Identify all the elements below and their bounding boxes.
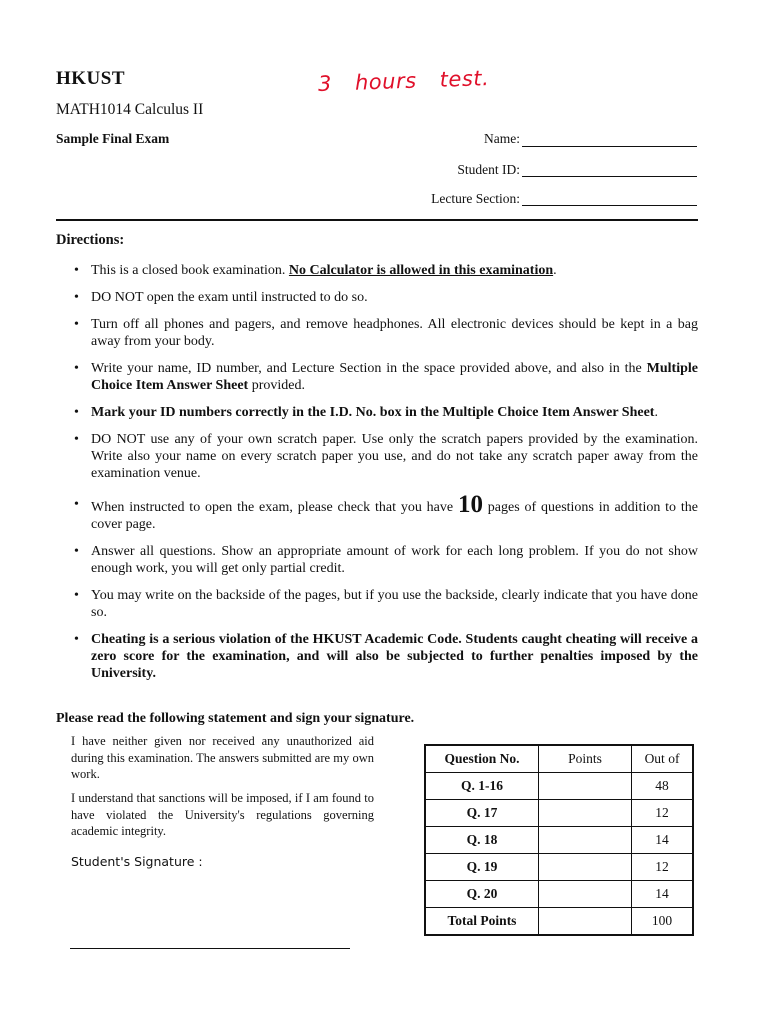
bullet-icon: •: [74, 317, 79, 332]
out-of-cell: 14: [632, 827, 694, 854]
points-cell[interactable]: [539, 881, 632, 908]
list-item: • Answer all questions. Show an appropriate amount of work for each long problem. If you do not show enough work, you will get only partial credit.: [74, 544, 698, 576]
bullet-icon: •: [74, 632, 79, 647]
lecture-section-label: Lecture Section:: [431, 191, 520, 206]
list-item: • Cheating is a serious violation of the HKUST Academic Code. Students caught cheating will receive a zero score for the examination, and will also be subjected to further penalties imposed by the University.: [74, 632, 698, 681]
table-row: [425, 881, 693, 908]
header-divider: [56, 219, 698, 221]
out-of-cell: 48: [632, 773, 694, 800]
student-id-line[interactable]: [522, 176, 697, 177]
lecture-section-line[interactable]: [522, 205, 697, 206]
out-of-cell: 12: [632, 854, 694, 881]
name-line[interactable]: [522, 146, 697, 147]
header-question: Question No.: [425, 745, 539, 773]
list-item: • DO NOT use any of your own scratch paper. Use only the scratch papers provided by the examination. Write also your name on every scratch paper you use, and do not take any scratch paper away from the examination venue.: [74, 432, 698, 481]
bullet-icon: •: [74, 544, 79, 559]
out-of-cell: 14: [632, 881, 694, 908]
question-cell: Q. 18: [425, 827, 539, 854]
bullet-icon: •: [74, 361, 79, 376]
no-calculator-notice: No Calculator is allowed in this examination: [288, 263, 554, 278]
table-row: [425, 773, 693, 800]
points-cell[interactable]: [539, 800, 632, 827]
name-label: Name:: [484, 131, 520, 146]
question-cell: Q. 20: [425, 881, 539, 908]
header-out-of: Out of: [632, 745, 694, 773]
bullet-icon: •: [74, 497, 79, 512]
table-row: [425, 827, 693, 854]
question-cell: Q. 19: [425, 854, 539, 881]
statement-heading: Please read the following statement and sign your signature.: [56, 711, 415, 726]
table-row-total: [425, 908, 693, 936]
bullet-icon: •: [74, 290, 79, 305]
out-of-cell: 12: [632, 800, 694, 827]
university-name: HKUST: [56, 68, 126, 89]
exam-title: Sample Final Exam: [56, 131, 170, 146]
question-cell: Total Points: [425, 908, 539, 936]
list-item: • Write your name, ID number, and Lecture Section in the space provided above, and also in the Multiple Choice Item Answer Sheet provided.: [74, 361, 698, 393]
list-item: • When instructed to open the exam, please check that you have 10 pages of questions in addition to the cover page.: [74, 491, 699, 532]
points-cell[interactable]: [539, 854, 632, 881]
sanctions-statement: I understand that sanctions will be imposed, if I am found to have violated the University's regulations governing academic integrity.: [71, 791, 374, 838]
bullet-icon: •: [74, 432, 79, 447]
bullet-icon: •: [74, 588, 79, 603]
directions-heading: Directions:: [56, 232, 125, 248]
question-cell: Q. 1-16: [425, 773, 539, 800]
list-item: • DO NOT open the exam until instructed to do so.: [74, 290, 368, 305]
score-table: [424, 744, 694, 936]
signature-line[interactable]: [70, 948, 350, 949]
directions-list: [74, 262, 698, 682]
points-cell[interactable]: [539, 827, 632, 854]
table-row: [425, 854, 693, 881]
points-cell[interactable]: [539, 908, 632, 936]
table-header-row: [425, 745, 693, 773]
page-count: 10: [457, 491, 483, 518]
question-cell: Q. 17: [425, 800, 539, 827]
list-item: • Turn off all phones and pagers, and remove headphones. All electronic devices should be kept in a bag away from your body.: [74, 317, 698, 349]
list-item: • You may write on the backside of the pages, but if you use the backside, clearly indicate that you have done so.: [74, 588, 698, 620]
table-row: [425, 800, 693, 827]
list-item: • Mark your ID numbers correctly in the I.D. No. box in the Multiple Choice Item Answer Sheet.: [74, 405, 658, 420]
list-item: • This is a closed book examination. No Calculator is allowed in this examination.: [74, 263, 557, 278]
course-title: MATH1014 Calculus II: [56, 101, 204, 118]
handwritten-note: 3 hours test.: [317, 66, 490, 96]
bullet-icon: •: [74, 405, 79, 420]
bullet-icon: •: [74, 263, 79, 278]
header-points: Points: [539, 745, 632, 773]
out-of-cell: 100: [632, 908, 694, 936]
signature-label: Student's Signature :: [71, 854, 203, 869]
points-cell[interactable]: [539, 773, 632, 800]
honesty-statement: I have neither given nor received any unauthorized aid during this examination. The answers submitted are my own work.: [71, 734, 374, 781]
student-id-label: Student ID:: [457, 162, 520, 177]
